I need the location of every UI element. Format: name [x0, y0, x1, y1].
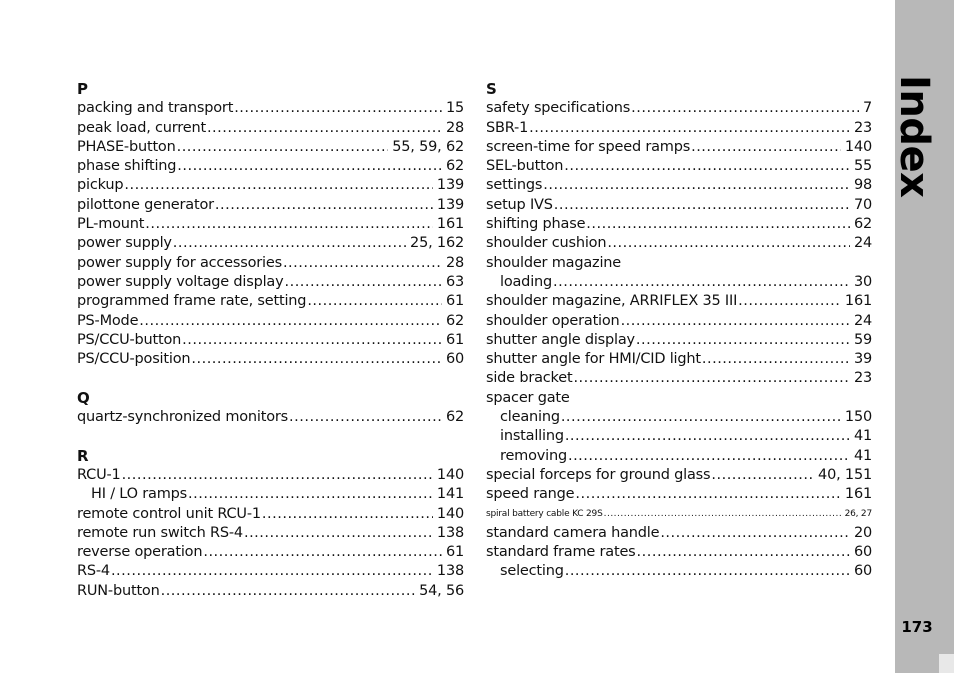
index-term: programmed frame rate, setting: [77, 293, 307, 310]
index-page-ref: 30: [853, 273, 872, 290]
section-letter: R: [77, 446, 89, 465]
index-term: speed range: [486, 486, 575, 503]
index-page-ref: 161: [844, 486, 872, 503]
dot-leader: [307, 292, 442, 311]
dot-leader: [561, 408, 841, 427]
index-entry: [77, 215, 464, 234]
index-term: shutter angle for HMI/CID light: [486, 351, 701, 368]
index-entry: [486, 215, 872, 234]
dot-leader: [289, 408, 442, 427]
dot-leader: [604, 505, 841, 524]
index-term: PS/CCU-button: [77, 331, 182, 348]
index-page-ref: 61: [445, 293, 464, 310]
dot-leader: [177, 157, 442, 176]
index-page-ref: 61: [445, 544, 464, 561]
dot-leader: [554, 196, 850, 215]
index-entry: [77, 119, 464, 138]
dot-leader: [568, 447, 850, 466]
dot-leader: [234, 99, 442, 118]
dot-leader: [173, 234, 406, 253]
index-entry: [77, 331, 464, 350]
dot-leader: [691, 138, 841, 157]
index-page-ref: 7: [862, 100, 872, 117]
dot-leader: [161, 582, 415, 601]
dot-leader: [207, 119, 442, 138]
index-page-ref: 28: [445, 254, 464, 271]
index-term: pilottone generator: [77, 196, 214, 213]
dot-leader: [111, 562, 433, 581]
dot-leader: [738, 292, 841, 311]
index-page-ref: 55: [853, 158, 872, 175]
index-term: installing: [500, 428, 564, 445]
index-entry: [486, 350, 872, 369]
index-page-ref: 40, 151: [818, 466, 872, 483]
index-entry: [486, 99, 872, 118]
dot-leader: [586, 215, 850, 234]
index-entry: [486, 234, 872, 253]
section-gap: [77, 427, 464, 446]
dot-leader: [575, 485, 841, 504]
dot-leader: [122, 466, 433, 485]
index-page-ref: 139: [436, 177, 464, 194]
index-entry: [486, 485, 872, 504]
index-entry: [77, 408, 464, 427]
index-entry: [486, 543, 872, 562]
index-entry: [77, 157, 464, 176]
index-entry: [486, 254, 872, 273]
dot-leader: [637, 543, 850, 562]
index-page-ref: 161: [436, 216, 464, 233]
index-page-ref: 63: [445, 273, 464, 290]
index-entry: [486, 466, 872, 485]
index-page-ref: 62: [853, 216, 872, 233]
sidebar-title: Index: [891, 75, 937, 198]
index-entry: [486, 524, 872, 543]
index-term: RUN-button: [77, 582, 160, 599]
index-term: selecting: [500, 563, 564, 580]
index-page-ref: 70: [853, 196, 872, 213]
dot-leader: [553, 273, 850, 292]
dot-leader: [177, 138, 389, 157]
index-page-ref: 15: [445, 100, 464, 117]
section-letter: P: [77, 80, 88, 98]
index-page-ref: 60: [853, 544, 872, 561]
index-entry: [77, 234, 464, 253]
index-term: reverse operation: [77, 544, 203, 561]
index-page-ref: 62: [445, 158, 464, 175]
index-page-ref: 140: [844, 138, 872, 155]
index-entry: [77, 273, 464, 292]
dot-leader: [660, 524, 850, 543]
index-term: side bracket: [486, 370, 573, 387]
index-term: shoulder magazine: [486, 254, 621, 271]
dot-leader: [607, 234, 850, 253]
index-term: PHASE-button: [77, 138, 176, 155]
index-term: HI / LO ramps: [91, 486, 187, 503]
index-term: settings: [486, 177, 543, 194]
dot-leader: [284, 273, 441, 292]
index-page-ref: 20: [853, 524, 872, 541]
dot-leader: [139, 312, 442, 331]
index-entry: [77, 466, 464, 485]
index-term: pickup: [77, 177, 124, 194]
dot-leader: [262, 505, 433, 524]
index-entry: [77, 485, 464, 504]
index-page-ref: 55, 59, 62: [392, 138, 464, 155]
index-page-ref: 24: [853, 235, 872, 252]
dot-leader: [564, 157, 850, 176]
index-page-ref: 28: [445, 119, 464, 136]
index-term: spacer gate: [486, 389, 570, 406]
index-term: special forceps for ground glass: [486, 466, 711, 483]
dot-leader: [631, 99, 859, 118]
index-entry: [77, 312, 464, 331]
index-page-ref: 60: [853, 563, 872, 580]
index-entry: [77, 350, 464, 369]
index-entry: [486, 292, 872, 311]
index-term: removing: [500, 447, 567, 464]
index-page-ref: 62: [445, 312, 464, 329]
index-page-ref: 62: [445, 409, 464, 426]
index-entry: [486, 196, 872, 215]
index-entry: [486, 447, 872, 466]
index-entry: [77, 582, 464, 601]
dot-leader: [182, 331, 442, 350]
index-entry: [486, 427, 872, 446]
dot-leader: [188, 485, 433, 504]
index-term: RS-4: [77, 563, 110, 580]
index-page-ref: 98: [853, 177, 872, 194]
index-term: shoulder cushion: [486, 235, 607, 252]
index-entry: [486, 408, 872, 427]
index-term: SBR-1: [486, 119, 529, 136]
index-page-ref: 24: [853, 312, 872, 329]
index-entry: [486, 119, 872, 138]
index-term: standard camera handle: [486, 524, 660, 541]
index-term: standard frame rates: [486, 544, 636, 561]
index-term: shutter angle display: [486, 331, 635, 348]
dot-leader: [203, 543, 442, 562]
dot-leader: [244, 524, 433, 543]
dot-leader: [529, 119, 850, 138]
index-page-ref: 25, 162: [410, 235, 464, 252]
index-entry: [486, 369, 872, 388]
index-term: power supply for accessories: [77, 254, 282, 271]
index-page-ref: 54, 56: [419, 582, 464, 599]
index-page-ref: 59: [853, 331, 872, 348]
section-letter: S: [486, 80, 497, 98]
dot-leader: [145, 215, 433, 234]
index-entry: [77, 505, 464, 524]
corner-tab: [939, 654, 954, 673]
index-entry: [77, 292, 464, 311]
dot-leader: [543, 176, 850, 195]
index-entry: [486, 273, 872, 292]
dot-leader: [215, 196, 433, 215]
index-page-ref: 140: [436, 505, 464, 522]
index-page-ref: 139: [436, 196, 464, 213]
index-entry: [77, 138, 464, 157]
index-term: remote control unit RCU-1: [77, 505, 261, 522]
dot-leader: [283, 254, 442, 273]
index-entry: [486, 176, 872, 195]
dot-leader: [621, 312, 850, 331]
index-page-ref: 60: [445, 351, 464, 368]
index-entry: [486, 331, 872, 350]
index-term: PS/CCU-position: [77, 351, 191, 368]
dot-leader: [702, 350, 850, 369]
index-term: quartz-synchronized monitors: [77, 409, 289, 426]
index-term: remote run switch RS-4: [77, 524, 243, 541]
index-term: cleaning: [500, 409, 560, 426]
index-page-ref: 150: [844, 409, 872, 426]
dot-leader: [124, 176, 433, 195]
index-page-ref: 41: [853, 428, 872, 445]
index-page-ref: 23: [853, 119, 872, 136]
index-term: peak load, current: [77, 119, 206, 136]
dot-leader: [573, 369, 850, 388]
index-page-ref: 141: [436, 486, 464, 503]
index-entry: [486, 389, 872, 408]
section-letter: Q: [77, 388, 90, 407]
index-term: loading: [500, 273, 553, 290]
index-column-left: [77, 80, 464, 601]
index-term: power supply voltage display: [77, 273, 284, 290]
index-term: RCU-1: [77, 466, 121, 483]
index-term: PS-Mode: [77, 312, 139, 329]
index-term: safety specifications: [486, 100, 631, 117]
dot-leader: [191, 350, 442, 369]
index-entry: [486, 138, 872, 157]
index-term: shifting phase: [486, 216, 586, 233]
page-number: 173: [901, 618, 933, 636]
index-entry: [77, 562, 464, 581]
index-term: shoulder operation: [486, 312, 620, 329]
index-entry: [77, 543, 464, 562]
index-page-ref: 138: [436, 563, 464, 580]
index-entry: [77, 176, 464, 195]
index-page-ref: 26, 27: [844, 508, 872, 519]
dot-leader: [636, 331, 850, 350]
index-entry: [486, 312, 872, 331]
index-column-right: [486, 80, 872, 582]
index-page-ref: 39: [853, 351, 872, 368]
index-page-ref: 140: [436, 466, 464, 483]
index-term: shoulder magazine, ARRIFLEX 35 III: [486, 293, 738, 310]
dot-leader: [565, 427, 850, 446]
index-page-ref: 23: [853, 370, 872, 387]
index-term: spiral battery cable KC 29S: [486, 508, 603, 519]
index-entry: [77, 254, 464, 273]
index-entry: [77, 524, 464, 543]
index-entry: [77, 196, 464, 215]
index-entry: [486, 562, 872, 581]
section-gap: [77, 369, 464, 388]
dot-leader: [711, 466, 814, 485]
index-entry: [486, 157, 872, 176]
index-term: setup IVS: [486, 196, 553, 213]
index-term: power supply: [77, 235, 172, 252]
index-term: screen-time for speed ramps: [486, 138, 691, 155]
index-term: phase shifting: [77, 158, 177, 175]
index-page-ref: 138: [436, 524, 464, 541]
dot-leader: [565, 562, 850, 581]
index-entry: [77, 99, 464, 118]
index-entry: [486, 505, 872, 524]
index-term: SEL-button: [486, 158, 564, 175]
index-term: packing and transport: [77, 100, 234, 117]
index-term: PL-mount: [77, 216, 145, 233]
index-page-ref: 61: [445, 331, 464, 348]
index-page-ref: 41: [853, 447, 872, 464]
index-page-ref: 161: [844, 293, 872, 310]
